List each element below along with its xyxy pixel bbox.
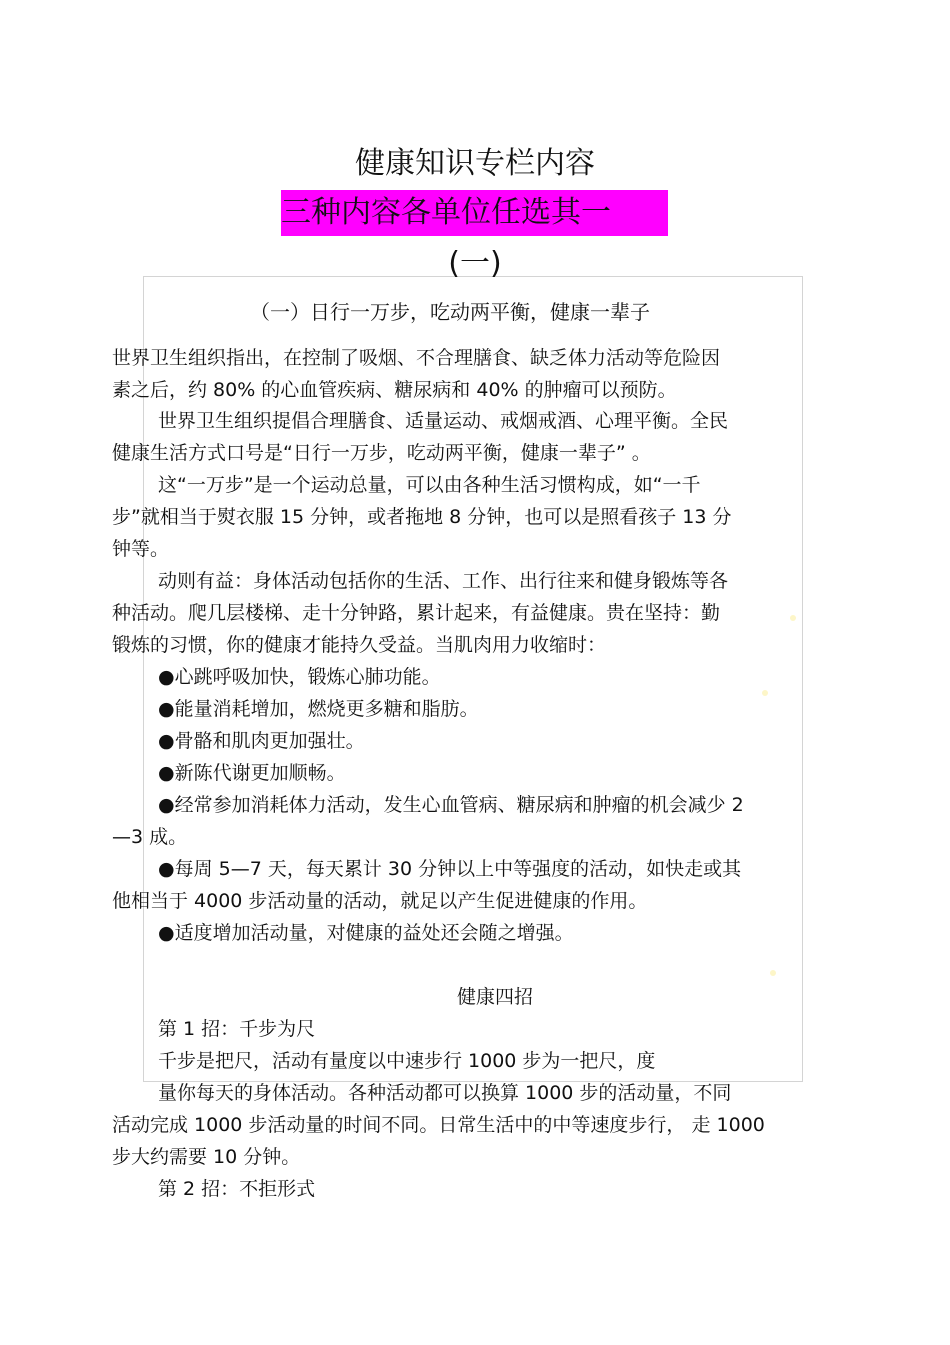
text-line: —3 成。	[112, 826, 188, 848]
text-line: 步”就相当于熨衣服 15 分钟，或者拖地 8 分钟，也可以是照看孩子 13 分	[112, 506, 732, 528]
decor-speck	[762, 690, 768, 696]
text-line: 他相当于 4000 步活动量的活动，就足以产生促进健康的作用。	[112, 890, 648, 912]
method-heading: 第 1 招：千步为尺	[158, 1018, 316, 1040]
paragraph-activity-benefit	[112, 565, 840, 661]
text-line: 健康生活方式口号是“日行一万步，吃动两平衡，健康一辈子” 。	[112, 442, 651, 464]
paragraph-slogan	[112, 405, 840, 469]
text-line: 锻炼的习惯，你的健康才能持久受益。当肌肉用力收缩时：	[112, 634, 607, 656]
section-heading: 健康四招	[456, 986, 533, 1008]
section-subtitle: （一）日行一万步，吃动两平衡，健康一辈子	[250, 300, 650, 324]
bullet-item: ●新陈代谢更加顺畅。	[158, 762, 346, 784]
text-line: 这“一万步”是一个运动总量，可以由各种生活习惯构成，如“一千	[158, 474, 701, 496]
text-line: ●经常参加消耗体力活动，发生心血管病、糖尿病和肿瘤的机会减少 2	[158, 794, 744, 816]
decor-speck	[770, 970, 776, 976]
paragraph-who	[112, 342, 840, 406]
text-line: 量你每天的身体活动。各种活动都可以换算 1000 步的活动量，不同	[158, 1082, 732, 1104]
bullet-item: ●适度增加活动量，对健康的益处还会随之增强。	[158, 922, 574, 944]
paragraph-ten-thousand-steps	[112, 469, 840, 565]
text-line: 活动完成 1000 步活动量的时间不同。日常生活中的中等速度步行， 走 1000	[112, 1114, 765, 1136]
highlighted-notice: 三种内容各单位任选其一	[281, 190, 668, 236]
page-title: 健康知识专栏内容	[355, 146, 595, 181]
bullet-item: ●能量消耗增加，燃烧更多糖和脂肪。	[158, 698, 479, 720]
text-line: 动则有益：身体活动包括你的生活、工作、出行往来和健身锻炼等各	[158, 570, 729, 592]
text-line: 素之后，约 80% 的心血管疾病、糖尿病和 40% 的肿瘤可以预防。	[112, 379, 677, 401]
text-line: ●每周 5—7 天，每天累计 30 分钟以上中等强度的活动，如快走或其	[158, 858, 742, 880]
method-heading: 第 2 招：不拒形式	[158, 1178, 316, 1200]
text-line: 千步是把尺，活动有量度以中速步行 1000 步为一把尺，度	[158, 1050, 656, 1072]
paragraph-method-1	[112, 1045, 840, 1173]
text-line: 世界卫生组织提倡合理膳食、适量运动、戒烟戒酒、心理平衡。全民	[158, 410, 729, 432]
bullet-item	[112, 789, 840, 853]
part-number: (一)	[448, 246, 502, 281]
bullet-item: ●骨骼和肌肉更加强壮。	[158, 730, 365, 752]
bullet-item	[112, 853, 840, 917]
bullet-item: ●心跳呼吸加快，锻炼心肺功能。	[158, 666, 441, 688]
text-line: 步大约需要 10 分钟。	[112, 1146, 301, 1168]
text-line: 种活动。爬几层楼梯、走十分钟路，累计起来，有益健康。贵在坚持：勤	[112, 602, 721, 624]
text-line: 世界卫生组织指出，在控制了吸烟、不合理膳食、缺乏体力活动等危险因	[112, 347, 721, 369]
decor-speck	[790, 615, 796, 621]
text-line: 钟等。	[112, 538, 170, 560]
